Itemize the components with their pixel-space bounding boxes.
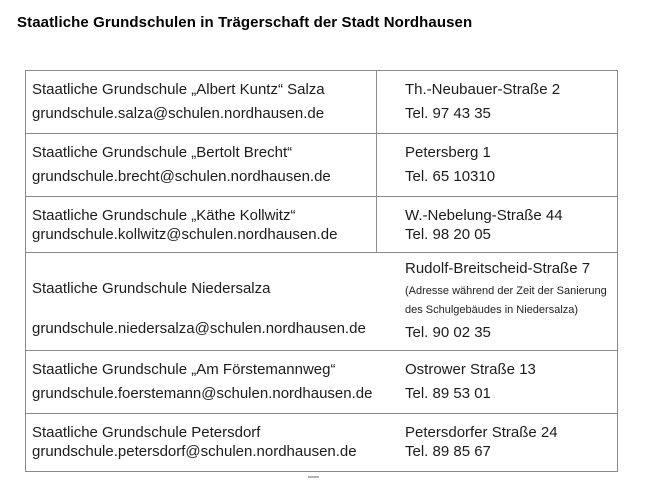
school-cell bbox=[26, 71, 377, 133]
school-address: Petersdorfer Straße 24 bbox=[405, 424, 558, 441]
school-phone: Tel. 98 20 05 bbox=[405, 226, 491, 243]
address-note-line-1: (Adresse während der Zeit der Sanierung bbox=[405, 284, 607, 297]
school-address: Rudolf-Breitscheid-Straße 7 bbox=[405, 260, 591, 277]
school-cell bbox=[26, 197, 377, 252]
school-address: Th.-Neubauer-Straße 2 bbox=[405, 81, 561, 98]
school-address: W.-Nebelung-Straße 44 bbox=[405, 207, 563, 224]
table-row bbox=[26, 197, 617, 253]
school-name: Staatliche Grundschule „Am Förstemannweg“ bbox=[32, 361, 336, 378]
school-email: grundschule.kollwitz@schulen.nordhausen.de bbox=[32, 226, 338, 243]
contact-cell bbox=[377, 414, 617, 471]
contact-cell bbox=[377, 134, 617, 196]
school-phone: Tel. 97 43 35 bbox=[405, 105, 491, 122]
school-name: Staatliche Grundschule „Käthe Kollwitz“ bbox=[32, 207, 296, 224]
school-phone: Tel. 89 85 67 bbox=[405, 443, 491, 460]
page-title: Staatliche Grundschulen in Trägerschaft der Stadt Nordhausen bbox=[17, 14, 473, 31]
schools-table bbox=[25, 70, 618, 472]
school-email: grundschule.foerstemann@schulen.nordhausen.de bbox=[32, 385, 373, 402]
school-name: Staatliche Grundschule Petersdorf bbox=[32, 424, 261, 441]
school-name: Staatliche Grundschule „Bertolt Brecht“ bbox=[32, 144, 293, 161]
address-note-line-2: des Schulgebäudes in Niedersalza) bbox=[405, 304, 579, 317]
school-cell bbox=[26, 253, 377, 350]
contact-cell bbox=[377, 71, 617, 133]
school-email: grundschule.niedersalza@schulen.nordhausen.de bbox=[32, 320, 366, 337]
school-name: Staatliche Grundschule „Albert Kuntz“ Salza bbox=[32, 81, 325, 98]
contact-cell bbox=[377, 253, 617, 350]
school-address: Ostrower Straße 13 bbox=[405, 361, 536, 378]
school-email: grundschule.salza@schulen.nordhausen.de bbox=[32, 105, 325, 122]
table-row bbox=[26, 134, 617, 197]
school-cell bbox=[26, 414, 377, 471]
contact-cell bbox=[377, 351, 617, 413]
school-phone: Tel. 89 53 01 bbox=[405, 385, 491, 402]
school-name: Staatliche Grundschule Niedersalza bbox=[32, 280, 271, 297]
contact-cell bbox=[377, 197, 617, 252]
school-phone: Tel. 65 10310 bbox=[405, 168, 496, 185]
school-address: Petersberg 1 bbox=[405, 144, 491, 161]
school-email: grundschule.petersdorf@schulen.nordhausen.de bbox=[32, 443, 357, 460]
table-row bbox=[26, 351, 617, 414]
scan-artifact bbox=[308, 476, 319, 478]
table-row bbox=[26, 71, 617, 134]
table-row bbox=[26, 253, 617, 351]
school-cell bbox=[26, 351, 377, 413]
school-cell bbox=[26, 134, 377, 196]
school-email: grundschule.brecht@schulen.nordhausen.de bbox=[32, 168, 331, 185]
school-phone: Tel. 90 02 35 bbox=[405, 323, 491, 341]
table-row bbox=[26, 414, 617, 471]
